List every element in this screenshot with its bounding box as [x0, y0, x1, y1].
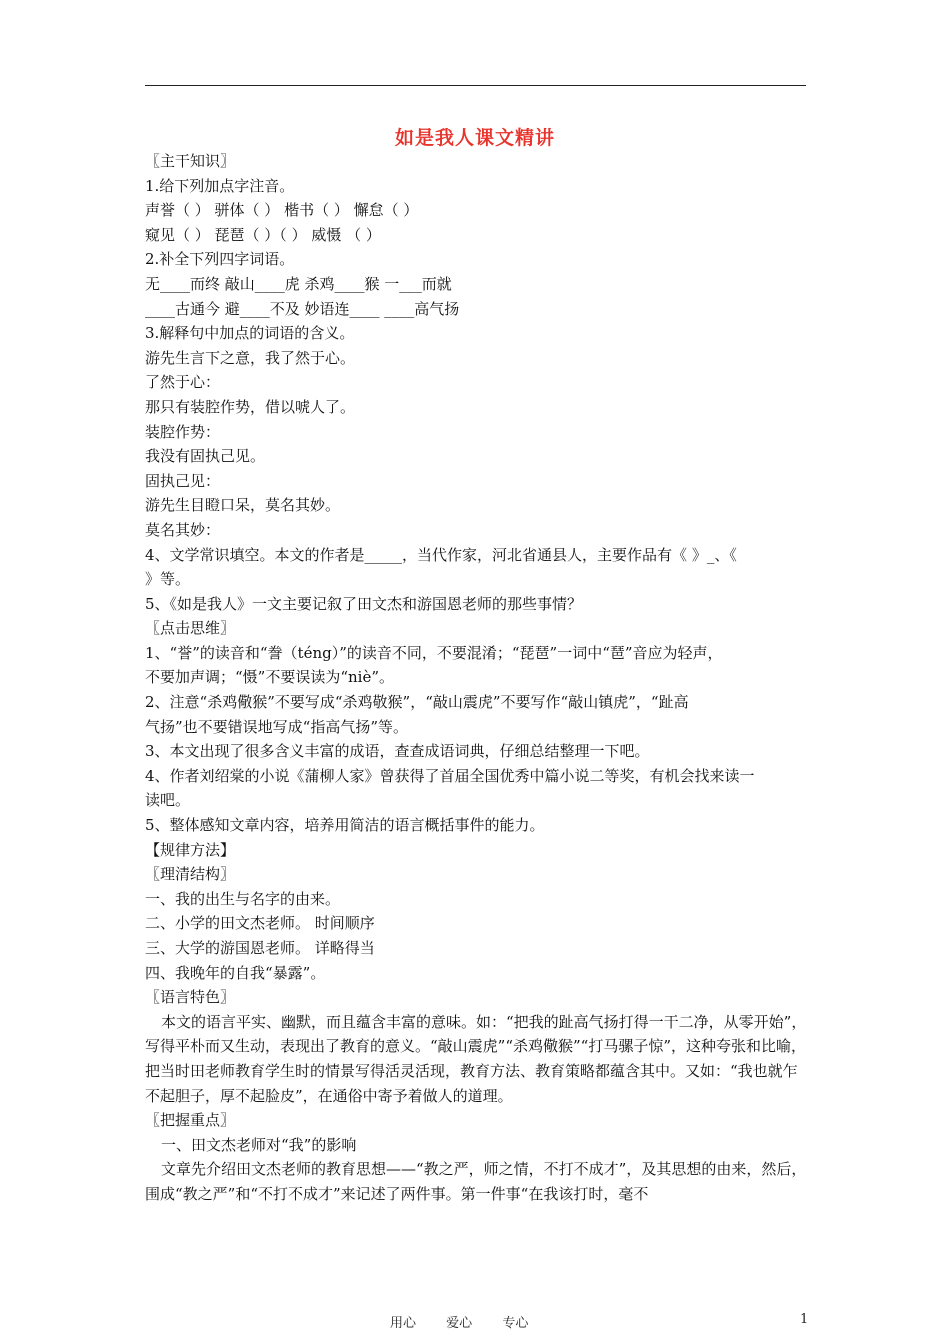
text-line: 〖主干知识〗 [145, 152, 236, 170]
section-heading-key-points: 〖把握重点〗 [145, 1111, 236, 1130]
text-line: 了然于心： [145, 373, 221, 392]
subheading-teacher-influence: 一、田文杰老师对“我”的影响 [161, 1135, 357, 1154]
page-title: 如是我人课文精讲 [394, 127, 555, 149]
text-line: 〖语言特色〗 [145, 988, 236, 1007]
paragraph-key-points: 文章先介绍田文杰老师的教育思想——“教之严，师之情，不打不成才”，及其思想的由来，然后，围成“教之严”和“不打不成才”来记述了两件事。第一件事“在我该打时，毫不 [145, 1160, 807, 1203]
text-line: 声誉（ ） 骈体（ ） 楷书（ ） 懈怠（ ） [145, 201, 419, 220]
footer-motto-3: 专心 [502, 1316, 529, 1331]
text-line: 窥见（ ） 琵琶（ ）（ ） 威慑 （ ） [145, 225, 381, 244]
text-line: 四、我晚年的自我“暴露”。 [145, 963, 326, 982]
text-line: 〖点击思维〗 [145, 619, 236, 638]
text-line: 〖理清结构〗 [145, 865, 236, 884]
text-line: 5、整体感知文章内容，培养用简洁的语言概括事件的能力。 [145, 816, 545, 835]
text-line: 读吧。 [145, 791, 191, 810]
text-line: 游先生言下之意，我了然于心。 [145, 348, 356, 367]
footer-motto-1: 用心 [390, 1316, 417, 1331]
text-line: 不要加声调；“慑”不要误读为“niè”。 [145, 668, 395, 687]
document-body [145, 149, 810, 1207]
paragraph-language-features: 本文的语言平实、幽默，而且蕴含丰富的意味。如：“把我的趾高气扬打得一干二净，从零开始”，写得平朴而又生动，表现出了教育的意义。“敲山震虎”“杀鸡儆猴”“打马骡子惊”，这种夸张和比喻，把当时田老师教育学生时的情景写得活灵活现，教育方法、教育策略都蕴含其中。又如：“我也就乍不起胆子，厚不起脸皮”，在通俗中寄予着做人的道理。 [145, 1012, 807, 1105]
text-line: 气扬”也不要错误地写成“指高气扬”等。 [145, 717, 409, 736]
text-line: 无____而终 敲山____虎 杀鸡____猴 一___而就 [145, 274, 452, 293]
text-line: 3.解释句中加点的词语的含义。 [145, 324, 355, 343]
text-line: 》等。 [145, 570, 191, 589]
text-line: 2.补全下列四字词语。 [145, 250, 295, 269]
text-line: 那只有装腔作势，借以唬人了。 [145, 397, 356, 416]
text-line: 2、注意“杀鸡儆猴”不要写成“杀鸡敬猴”，“敲山震虎”不要写作“敲山镇虎”，“趾高 [145, 693, 689, 712]
text-line: ____古通今 避____不及 妙语连____ ____高气扬 [145, 299, 460, 318]
text-line: 4、作者刘绍棠的小说《蒲柳人家》曾获得了首届全国优秀中篇小说二等奖，有机会找来读一 [145, 766, 755, 785]
text-line: 固执己见： [145, 471, 221, 490]
text-line: 游先生目瞪口呆，莫名其妙。 [145, 496, 341, 515]
text-line: 我没有固执己见。 [145, 447, 266, 466]
page-number: 1 [800, 1312, 809, 1327]
footer-motto-2: 爱心 [446, 1316, 473, 1331]
text-line: 1、“誉”的读音和“誊（téng）”的读音不同，不要混淆；“琵琶”一词中“琶”音应为轻声， [145, 643, 723, 662]
text-line: 3、本文出现了很多含义丰富的成语，查查成语词典，仔细总结整理一下吧。 [145, 742, 650, 761]
text-line: 4、文学常识填空。本文的作者是_____，当代作家，河北省通县人，主要作品有《 》_、《 [145, 545, 737, 564]
text-line: 一、我的出生与名字的由来。 [145, 889, 341, 908]
header-rule [145, 85, 806, 86]
text-line: 装腔作势： [145, 422, 221, 441]
text-line: 1.给下列加点字注音。 [145, 176, 295, 195]
text-line: 三、大学的游国恩老师。 详略得当 [145, 939, 375, 957]
text-line: 5、《如是我人》一文主要记叙了田文杰和游国恩老师的那些事情？ [145, 594, 583, 613]
text-line: 【规律方法】 [145, 840, 236, 859]
text-line: 二、小学的田文杰老师。 时间顺序 [145, 914, 375, 933]
footer-motto [390, 1312, 554, 1331]
text-line: 莫名其妙： [145, 520, 221, 539]
